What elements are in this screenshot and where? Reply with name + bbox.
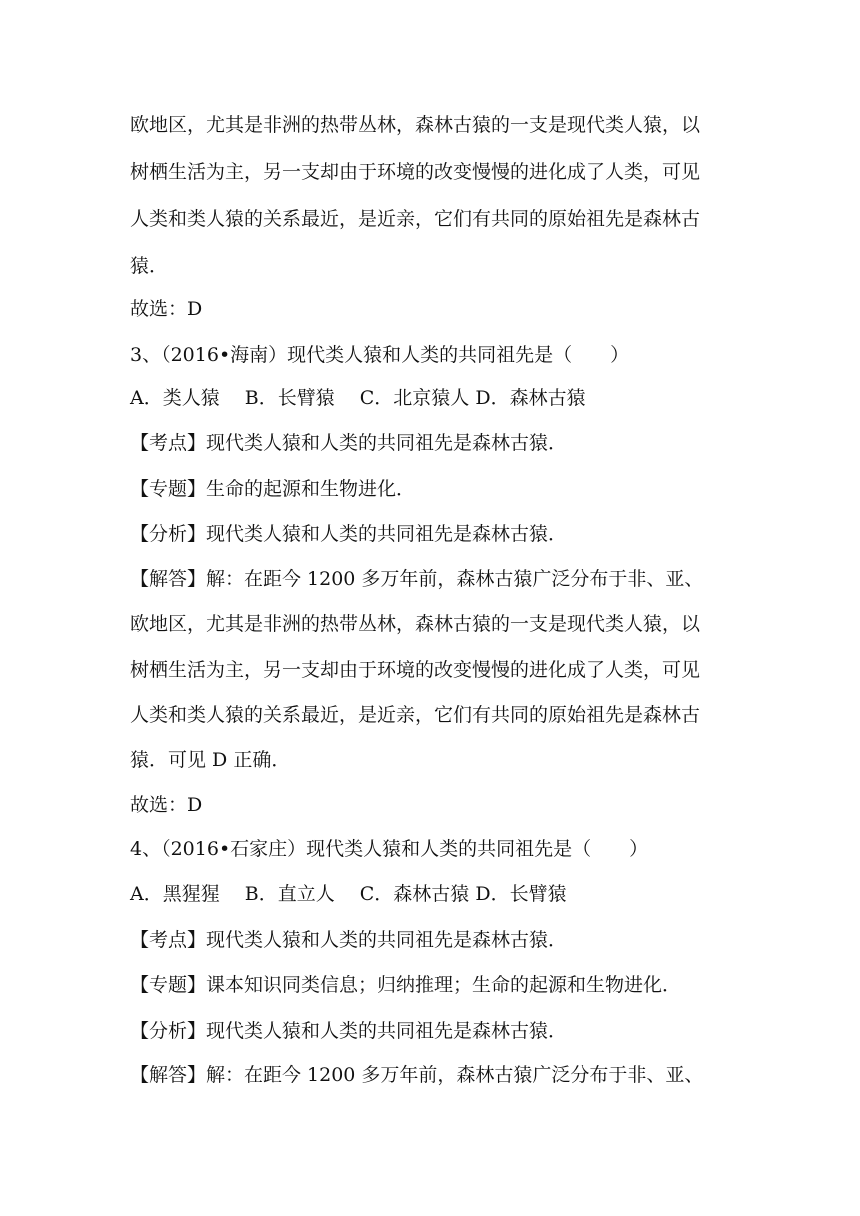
fenxi-line: 【分析】现代类人猿和人类的共同祖先是森林古猿． (130, 523, 568, 545)
answer-line: 故选：D (130, 298, 203, 320)
question-title: 4、（2016•石家庄）现代类人猿和人类的共同祖先是（ ） (130, 838, 649, 860)
jieda-line: 【解答】解：在距今 1200 多万年前，森林古猿广泛分布于非、亚、 (130, 568, 704, 590)
zhuanti-line: 【专题】生命的起源和生物进化． (130, 478, 416, 500)
text-line: 猿．可见 D 正确． (130, 749, 291, 771)
fenxi-line: 【分析】现代类人猿和人类的共同祖先是森林古猿． (130, 1020, 568, 1042)
text-line: 树栖生活为主，另一支却由于环境的改变慢慢的进化成了人类，可见 (130, 659, 701, 681)
jieda-line: 【解答】解：在距今 1200 多万年前，森林古猿广泛分布于非、亚、 (130, 1064, 704, 1086)
answer-line: 故选：D (130, 794, 203, 816)
question-options: A．黑猩猩 B．直立人 C．森林古猿 D．长臂猿 (130, 883, 567, 905)
text-line: 欧地区，尤其是非洲的热带丛林，森林古猿的一支是现代类人猿，以 (130, 613, 701, 635)
text-line: 树栖生活为主，另一支却由于环境的改变慢慢的进化成了人类，可见 (130, 161, 701, 183)
text-line: 猿． (130, 255, 169, 277)
text-line: 欧地区，尤其是非洲的热带丛林，森林古猿的一支是现代类人猿，以 (130, 114, 701, 136)
text-line: 人类和类人猿的关系最近，是近亲，它们有共同的原始祖先是森林古 (130, 704, 701, 726)
text-line: 人类和类人猿的关系最近，是近亲，它们有共同的原始祖先是森林古 (130, 208, 701, 230)
zhuanti-line: 【专题】课本知识同类信息；归纳推理；生命的起源和生物进化． (130, 974, 682, 996)
question-title: 3、（2016•海南）现代类人猿和人类的共同祖先是（ ） (130, 344, 630, 366)
kaodian-line: 【考点】现代类人猿和人类的共同祖先是森林古猿． (130, 929, 568, 951)
kaodian-line: 【考点】现代类人猿和人类的共同祖先是森林古猿． (130, 432, 568, 454)
question-options: A．类人猿 B．长臂猿 C．北京猿人 D．森林古猿 (130, 387, 586, 409)
